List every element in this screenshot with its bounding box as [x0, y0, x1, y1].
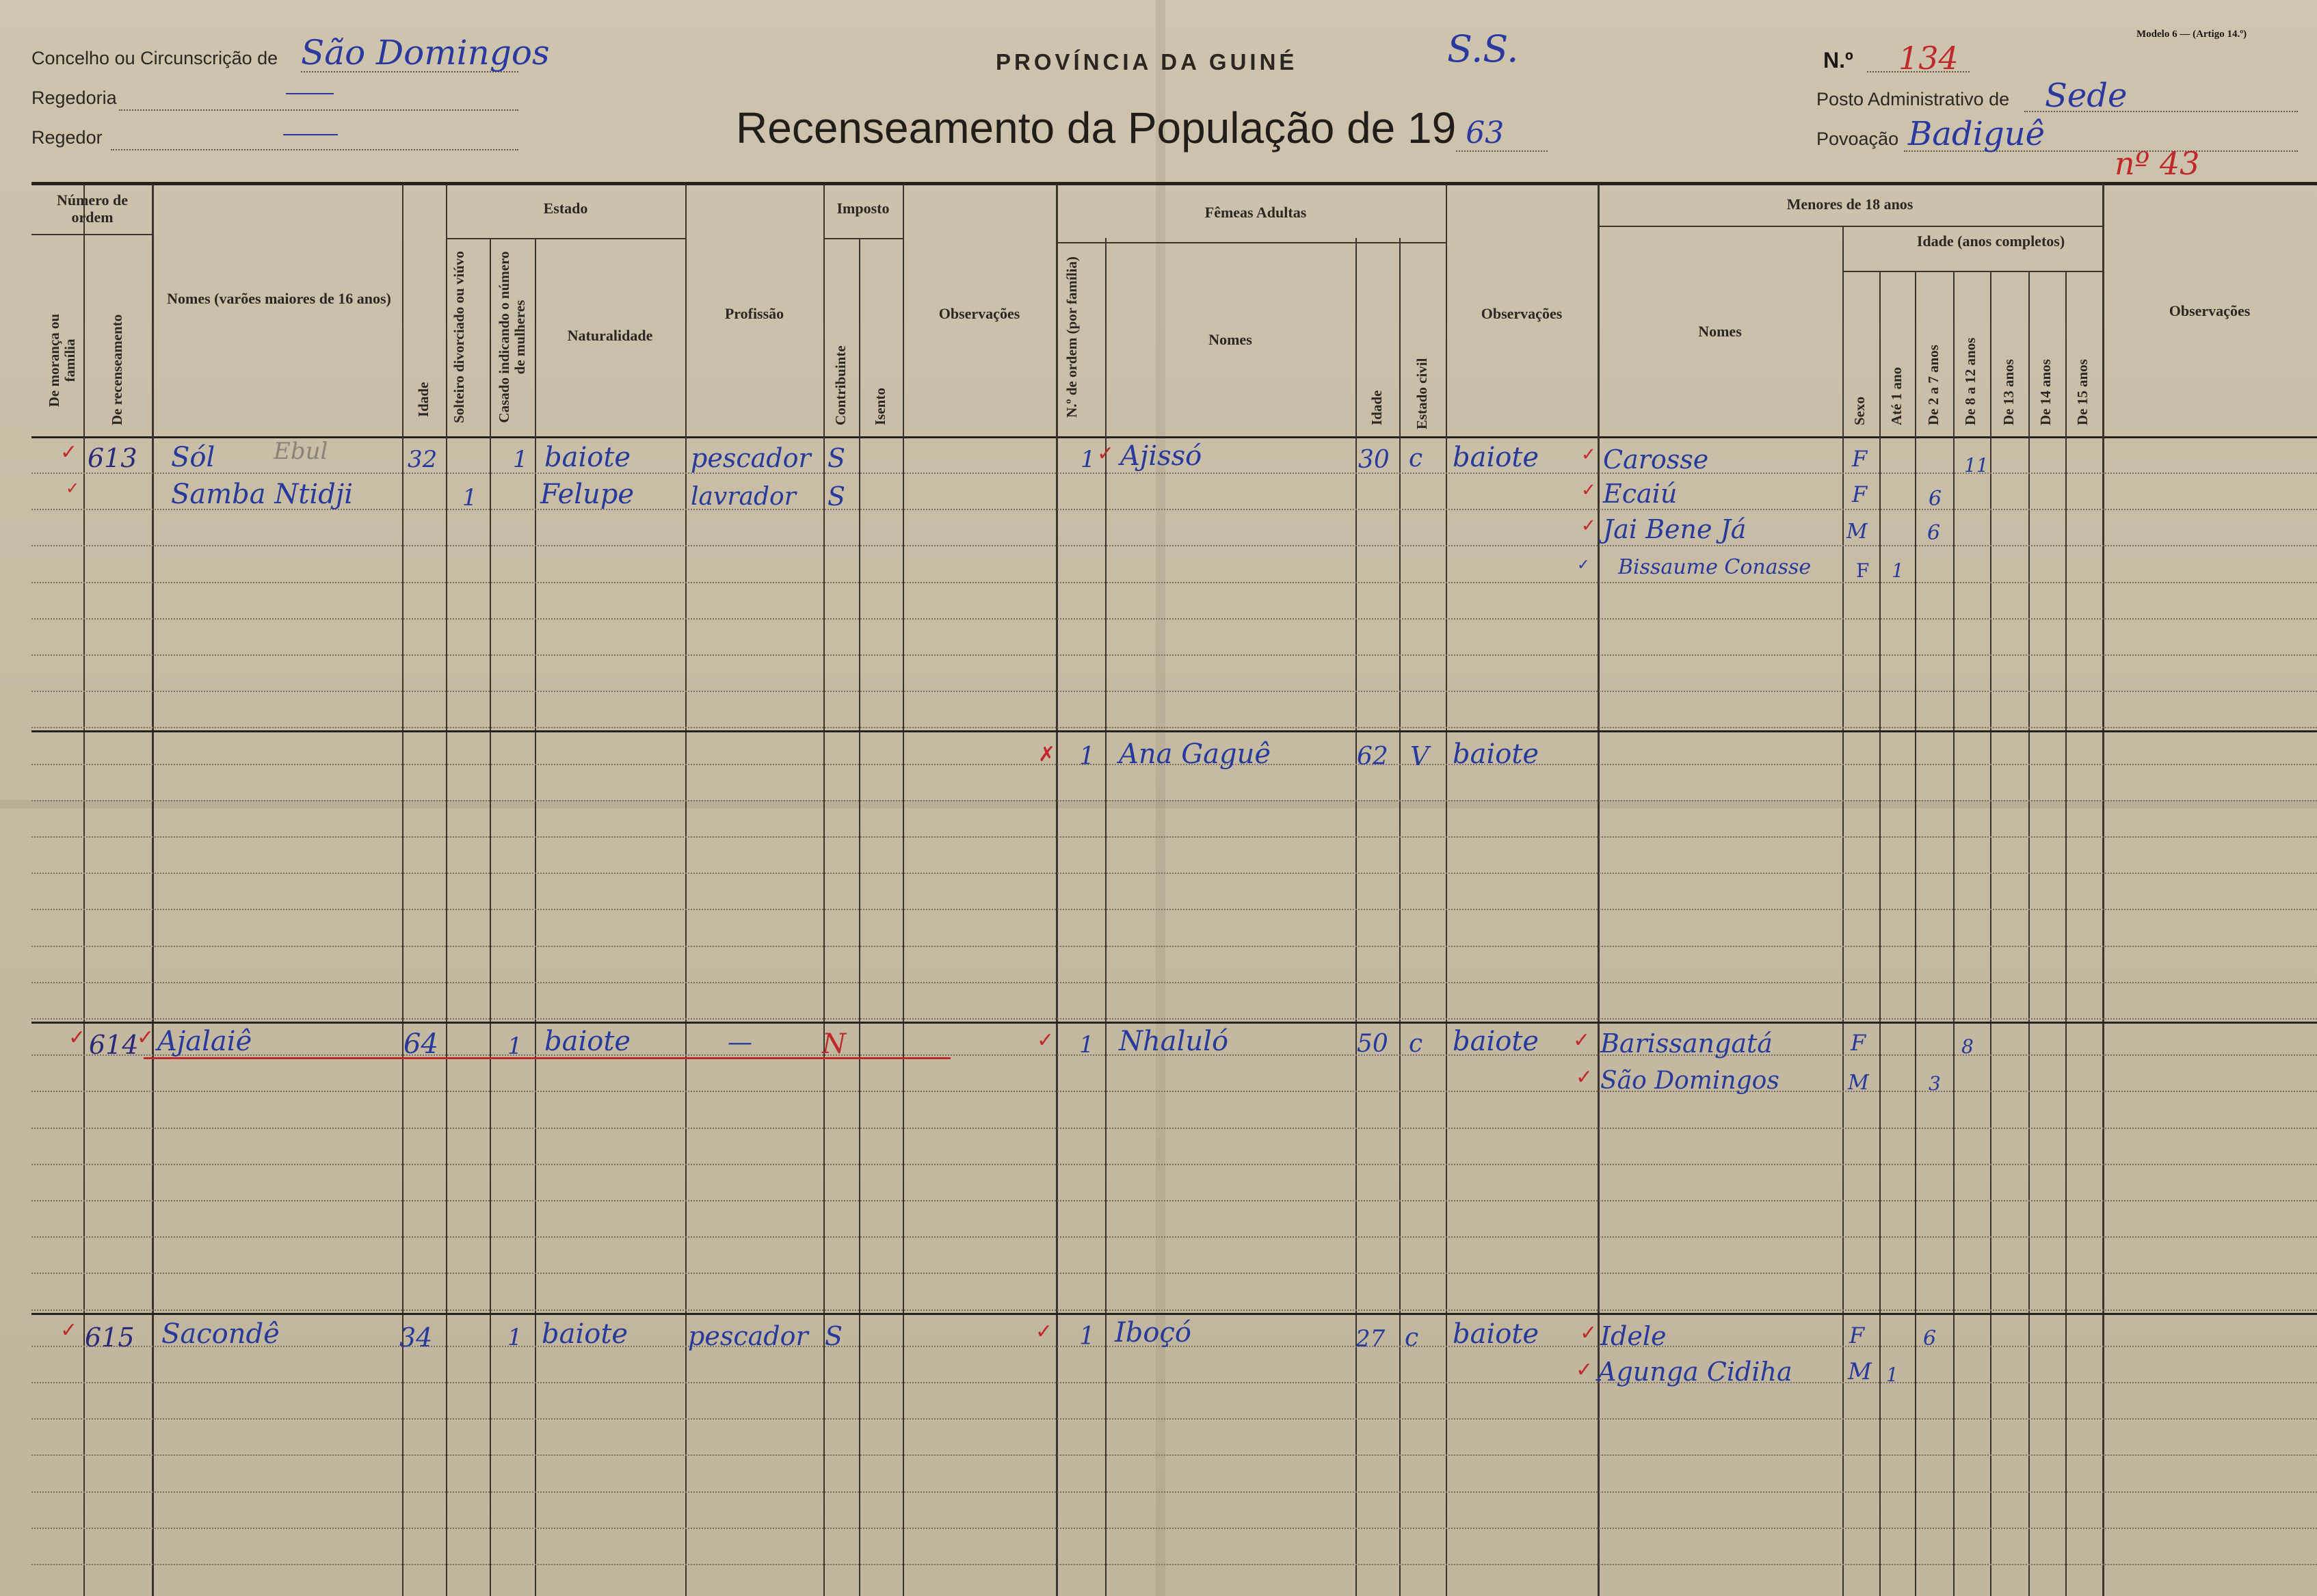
subrule-numero — [31, 234, 152, 235]
col-line — [685, 185, 687, 1596]
province-title: PROVÍNCIA DA GUINÉ — [996, 49, 1298, 75]
ruled-line — [31, 1200, 2317, 1201]
ruled-line — [31, 1528, 2317, 1529]
hdr-contribuinte: Contribuinte — [832, 345, 849, 425]
man-profissao: pescador — [691, 443, 811, 473]
header-bottom-rule — [31, 436, 2317, 438]
ruled-line — [31, 1418, 2317, 1420]
check-mark: ✓ — [60, 440, 78, 464]
hdr-de14: De 14 anos — [2037, 359, 2054, 425]
minor-age: 6 — [1923, 1327, 1937, 1351]
man-name: Samba Ntidji — [171, 479, 354, 510]
check-mark: ✓ — [1577, 557, 1590, 574]
woman-obs: baiote — [1453, 1318, 1539, 1350]
col-line — [823, 185, 825, 1596]
check-mark: ✓ — [1581, 516, 1596, 536]
posto-value: Sede — [2045, 77, 2128, 115]
ruled-line — [31, 654, 2317, 656]
ruled-line — [31, 1273, 2317, 1274]
ruled-line — [31, 691, 2317, 692]
minor-age: 11 — [1964, 454, 1989, 477]
recenseamento-number: 613 — [88, 443, 137, 473]
check-mark: ✓ — [1576, 1358, 1593, 1382]
hdr-nomes-menores: Nomes — [1698, 323, 1742, 340]
woman-name: Ana Gaguê — [1119, 739, 1271, 770]
check-mark: ✓ — [60, 1318, 78, 1342]
minor-name: São Domingos — [1600, 1067, 1779, 1095]
numero-label: N.º — [1823, 48, 1853, 72]
hdr-isento: Isento — [872, 388, 888, 425]
table-top-rule — [31, 182, 2317, 185]
man-name: Sól — [171, 442, 215, 473]
concelho-label: Concelho ou Circunscrição de — [31, 48, 278, 68]
ruled-line — [31, 909, 2317, 910]
minor-name: Ecaiú — [1603, 479, 1678, 509]
povoacao-label: Povoação — [1816, 129, 1899, 149]
hdr-moranca: De morança ou família — [46, 313, 79, 408]
man-name: Ajalaiê — [157, 1026, 252, 1057]
woman-name: Ajissó — [1120, 440, 1202, 472]
man-name: Sacondê — [161, 1318, 280, 1350]
check-mark: ✓ — [1581, 444, 1596, 465]
hdr-de15: De 15 anos — [2074, 359, 2091, 425]
col-line — [83, 185, 85, 1596]
subrule-femeas — [1056, 242, 1446, 243]
ruled-line — [31, 1018, 2317, 1020]
minor-sex: M — [1846, 520, 1868, 544]
col-line — [1446, 185, 1447, 1596]
check-mark: ✓ — [66, 479, 80, 498]
povoacao-value: Badiguê — [1908, 115, 2045, 153]
col-line — [1879, 271, 1881, 1596]
minor-age: 6 — [1929, 487, 1942, 511]
ruled-line — [31, 1164, 2317, 1165]
subrule-menores — [1598, 226, 2102, 227]
hdr-imposto: Imposto — [836, 200, 890, 217]
minor-age: 8 — [1961, 1035, 1974, 1058]
minor-age: 3 — [1929, 1072, 1941, 1095]
ruled-line — [31, 1491, 2317, 1493]
minor-sex: M — [1848, 1071, 1869, 1095]
woman-estado-civil: c — [1405, 1324, 1419, 1352]
woman-obs: baiote — [1453, 739, 1539, 770]
ruled-line — [31, 982, 2317, 983]
minor-name: Agunga Cidiha — [1598, 1357, 1792, 1387]
check-mark: ✓ — [1573, 1028, 1591, 1052]
ruled-line — [31, 1382, 2317, 1383]
col-line — [402, 185, 403, 1596]
subrule-idade-menores — [1842, 271, 2102, 272]
hdr-de2a7: De 2 a 7 anos — [1925, 345, 1942, 425]
woman-name: Iboçó — [1115, 1317, 1191, 1348]
hdr-ate1: Até 1 ano — [1888, 367, 1905, 425]
man-age: 64 — [403, 1028, 438, 1060]
man-imposto: N — [822, 1028, 846, 1060]
family-separator — [31, 1022, 2317, 1024]
col-line — [903, 185, 904, 1596]
red-number: nº 43 — [2115, 145, 2200, 182]
woman-obs: baiote — [1453, 1026, 1539, 1057]
regedoria-label: Regedoria — [31, 88, 117, 108]
minor-name: Barissangatá — [1600, 1028, 1773, 1059]
ruled-line — [31, 1454, 2317, 1456]
hdr-femeas: Fêmeas Adultas — [1204, 204, 1307, 221]
hdr-numero-ordem: Número de ordem — [56, 191, 129, 226]
ruled-line — [31, 873, 2317, 874]
woman-estado-civil: c — [1409, 444, 1423, 473]
man-imposto: S — [828, 443, 846, 473]
ruled-line — [31, 1236, 2317, 1238]
ruled-line — [31, 836, 2317, 838]
hdr-observacoes-2: Observações — [1481, 305, 1563, 322]
hdr-solteiro: Solteiro divorciado ou viúvo — [451, 251, 467, 423]
hdr-nomes-femeas: Nomes — [1208, 331, 1252, 348]
hdr-estado-civil: Estado civil — [1414, 358, 1430, 429]
man-age: 32 — [408, 446, 438, 473]
minor-name: Bissaume Conasse — [1618, 555, 1812, 579]
man-naturalidade: Felupe — [540, 479, 635, 510]
ruled-line — [31, 582, 2317, 583]
man-casado: 1 — [507, 1324, 522, 1351]
col-line — [859, 238, 860, 1596]
man-imposto: S — [825, 1321, 843, 1351]
col-line — [152, 185, 154, 1596]
ruled-line — [31, 800, 2317, 801]
man-solteiro: 1 — [462, 484, 477, 511]
col-line — [1990, 271, 1991, 1596]
minor-sex: F — [1851, 1030, 1866, 1056]
woman-order: 1 — [1079, 1031, 1094, 1059]
hdr-observacoes-1: Observações — [938, 305, 1020, 322]
subrule-estado — [446, 238, 685, 239]
woman-age: 30 — [1358, 446, 1390, 474]
check-mark: ✓ — [1097, 442, 1115, 466]
man-naturalidade: baiote — [542, 1318, 628, 1350]
check-mark: ✓ — [68, 1026, 86, 1050]
ruled-line — [31, 1309, 2317, 1311]
hdr-idade-f: Idade — [1368, 390, 1385, 425]
man-casado: 1 — [507, 1033, 522, 1060]
hdr-naturalidade: Naturalidade — [567, 327, 653, 344]
woman-name: Nhaluló — [1119, 1026, 1229, 1057]
minor-sex: F — [1849, 1322, 1865, 1348]
regedoria-dash — [286, 93, 334, 94]
ruled-line — [31, 1091, 2317, 1092]
man-naturalidade: baiote — [544, 442, 631, 473]
check-mark: ✓ — [1576, 1065, 1593, 1089]
woman-age: 50 — [1357, 1030, 1388, 1058]
check-mark: ✓ — [137, 1026, 155, 1050]
hdr-nomes-homens: Nomes (varões maiores de 16 anos) — [167, 290, 391, 307]
man-name-extra: Ebul — [274, 438, 328, 465]
regedor-label: Regedor — [31, 127, 103, 148]
ruled-line — [31, 727, 2317, 728]
minor-name: Idele — [1600, 1321, 1667, 1351]
modelo-note: Modelo 6 — (Artigo 14.º) — [2136, 29, 2247, 40]
regedoria-dotline — [119, 109, 518, 111]
hdr-de13: De 13 anos — [2000, 359, 2017, 425]
ruled-line — [31, 618, 2317, 620]
minor-sex: F — [1852, 446, 1868, 472]
hdr-observacoes-3: Observações — [2169, 302, 2251, 319]
family-separator — [31, 730, 2317, 732]
hdr-idade: Idade — [415, 382, 432, 417]
col-line — [1056, 185, 1058, 1596]
col-line — [2028, 271, 2030, 1596]
hdr-estado: Estado — [543, 200, 588, 217]
hdr-profissao: Profissão — [724, 305, 784, 322]
minor-sex: F — [1856, 559, 1870, 582]
hdr-casado: Casado indicando o número de mulheres — [496, 251, 529, 423]
minor-age: 1 — [1892, 559, 1904, 582]
man-casado: 1 — [513, 446, 528, 473]
initials: S.S. — [1447, 27, 1519, 70]
woman-order: 1 — [1079, 1322, 1095, 1351]
posto-label: Posto Administrativo de — [1816, 89, 2010, 109]
minor-name: Jai Bene Já — [1603, 514, 1747, 544]
woman-age: 62 — [1357, 743, 1388, 771]
man-profissao: lavrador — [691, 483, 796, 511]
man-profissao: pescador — [688, 1321, 808, 1351]
hdr-de8a12: De 8 a 12 anos — [1962, 337, 1978, 425]
woman-estado-civil: c — [1409, 1030, 1423, 1058]
woman-estado-civil: V — [1410, 741, 1429, 771]
title-prefix: Recenseamento da População de 19 — [736, 103, 1457, 152]
col-line — [2065, 271, 2067, 1596]
col-line — [1915, 271, 1916, 1596]
title-year: 63 — [1456, 116, 1548, 152]
hdr-ordem-familia: N.º de ordem (por família) — [1063, 256, 1080, 418]
ruled-line — [31, 545, 2317, 546]
cross-mark: ✗ — [1038, 743, 1056, 767]
col-line — [1399, 238, 1401, 1596]
family-separator — [31, 1313, 2317, 1315]
numero-value: 134 — [1898, 40, 1959, 77]
check-mark: ✓ — [1580, 1321, 1598, 1345]
check-mark: ✓ — [1037, 1028, 1055, 1052]
regedor-dotline — [111, 149, 518, 150]
concelho-value: São Domingos — [301, 33, 550, 72]
woman-order: 1 — [1081, 446, 1096, 473]
man-imposto: S — [828, 481, 846, 511]
hdr-sexo: Sexo — [1851, 397, 1868, 425]
col-line — [1953, 271, 1955, 1596]
woman-age: 27 — [1355, 1325, 1386, 1353]
ruled-line — [31, 1128, 2317, 1129]
col-line — [490, 238, 491, 1596]
col-line — [1842, 226, 1844, 1596]
paper-fold-vertical — [1156, 0, 1165, 1596]
document-title — [736, 103, 1548, 153]
recenseamento-number: 615 — [85, 1322, 135, 1353]
hdr-menores: Menores de 18 anos — [1786, 196, 1914, 213]
hdr-idade-menores: Idade (anos completos) — [1916, 232, 2065, 250]
col-line — [446, 185, 447, 1596]
man-profissao: — — [728, 1028, 752, 1056]
ruled-line — [31, 509, 2317, 510]
check-mark: ✓ — [1581, 480, 1596, 501]
ruled-line — [31, 1564, 2317, 1565]
regedor-dash — [283, 134, 338, 135]
red-underline — [144, 1057, 951, 1059]
minor-sex: M — [1848, 1358, 1872, 1385]
woman-order: 1 — [1079, 743, 1095, 771]
col-line — [1355, 238, 1357, 1596]
ruled-line — [31, 946, 2317, 947]
man-naturalidade: baiote — [544, 1026, 631, 1057]
subrule-imposto — [823, 238, 903, 239]
woman-obs: baiote — [1453, 442, 1539, 473]
recenseamento-number: 614 — [89, 1030, 139, 1060]
minor-age: 6 — [1927, 521, 1941, 545]
minor-name: Carosse — [1603, 444, 1709, 475]
check-mark: ✓ — [1035, 1320, 1053, 1344]
hdr-recenseamento: De recenseamento — [109, 314, 125, 425]
man-age: 34 — [399, 1322, 433, 1353]
minor-sex: F — [1852, 481, 1868, 507]
col-line — [535, 238, 536, 1596]
minor-age: 1 — [1886, 1364, 1898, 1386]
col-line — [2102, 185, 2104, 1596]
